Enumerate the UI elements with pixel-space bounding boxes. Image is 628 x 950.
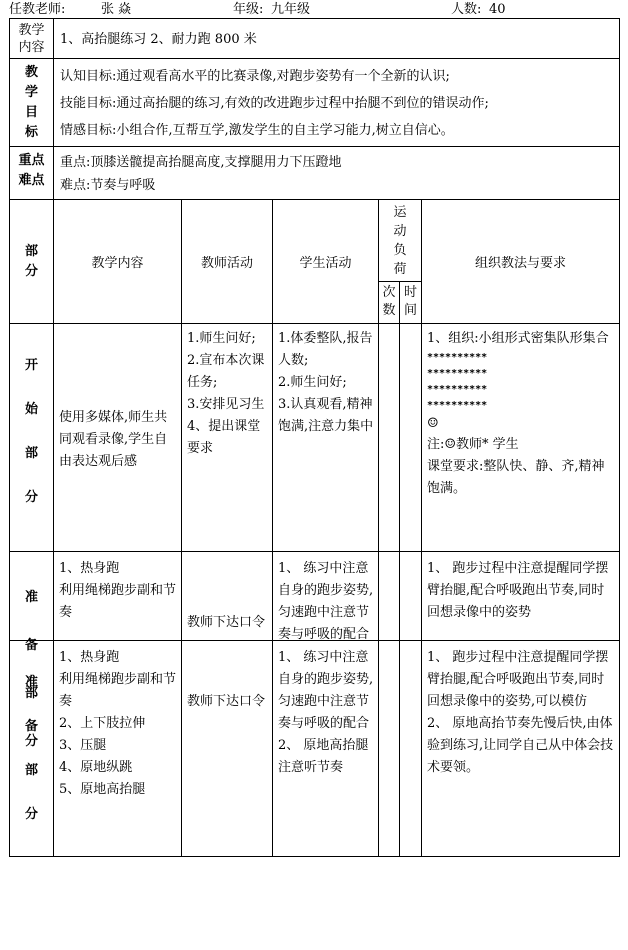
count-label: 人数: — [451, 2, 482, 17]
prep-part-label-clipped: 准备部分 — [10, 552, 54, 641]
col-load: 运动负荷 — [379, 200, 422, 282]
prep-student-activity: 1、 练习中注意自身的跑步姿势,匀速跑中注意节奏与呼吸的配合 2、 原地高抬腿注意听节奏 — [273, 641, 379, 857]
content-text: 1、高抬腿练习 2、耐力跑 800 米 — [54, 19, 620, 59]
start-duration — [400, 324, 422, 552]
col-method: 组织教法与要求 — [422, 200, 620, 324]
prep-section-row — [10, 641, 620, 857]
prep-duration-clipped — [400, 552, 422, 641]
lesson-plan-table — [9, 18, 620, 857]
goals-label: 教学目标 — [10, 59, 54, 147]
start-content: 使用多媒体,师生共同观看录像,学生自由表达观后感 — [54, 324, 182, 552]
goals-row — [10, 59, 620, 147]
column-header-row — [10, 200, 620, 282]
student-formation: ********** ********** ********** ********** — [427, 352, 488, 411]
document-header — [9, 2, 619, 18]
goals-text — [54, 59, 620, 147]
teacher-mark-icon: ☺ — [427, 416, 439, 431]
teacher-label: 任教老师: — [9, 2, 66, 17]
start-section-row — [10, 324, 620, 552]
prep-part-label: 准备部分 — [10, 641, 54, 857]
key-points-row — [10, 147, 620, 200]
grade-label: 年级: — [233, 2, 264, 17]
prep-teacher-activity: 教师下达口令 — [182, 641, 273, 857]
content-row — [10, 19, 620, 59]
prep-student-clipped: 1、 练习中注意自身的跑步姿势,匀速跑中注意节奏与呼吸的配合 — [273, 552, 379, 641]
key-points-label: 重点难点 — [10, 147, 54, 200]
prep-times — [379, 641, 400, 857]
col-times: 次数 — [379, 282, 400, 324]
start-times — [379, 324, 400, 552]
prep-content-clipped: 1、热身跑 利用绳梯跑步副和节奏 — [54, 552, 182, 641]
start-teacher-activity: 1.师生问好; 2.宣布本次课任务; 3.安排见习生 4、提出课堂要求 — [182, 324, 273, 552]
prep-method: 1、 跑步过程中注意提醒同学摆臂抬腿,配合呼吸跑出节奏,同时回想录像中的姿势,可以模仿 2、 原地高抬节奏先慢后快,由体验到练习,让同学自己从中体会技术要领。 — [422, 641, 620, 857]
key-point: 重点:顶膝送髋提高抬腿高度,支撑腿用力下压蹬地 — [60, 155, 342, 170]
grade-value: 九年级 — [271, 2, 311, 17]
prep-content: 1、热身跑 利用绳梯跑步副和节奏 2、上下肢拉伸 3、压腿 4、原地纵跳 5、原地高抬腿 — [54, 641, 182, 857]
difficult-point: 难点:节奏与呼吸 — [60, 178, 156, 193]
start-part-label: 开始部分 — [10, 324, 54, 552]
start-student-activity: 1.体委整队,报告人数; 2.师生问好; 3.认真观看,精神饱满,注意力集中 — [273, 324, 379, 552]
start-method: 1、组织:小组形式密集队形集合 ********** ********** ********** ********** ☺ 注:☺教师* 学生 课堂要求:整队快、静、齐,精神饱满。 — [422, 324, 620, 552]
prep-method-clipped: 1、 跑步过程中注意提醒同学摆臂抬腿,配合呼吸跑出节奏,同时回想录像中的姿势 — [422, 552, 620, 641]
content-label: 教学内容 — [10, 19, 54, 59]
count-value: 40 — [489, 2, 506, 17]
col-student: 学生活动 — [273, 200, 379, 324]
prep-section-row-clipped — [10, 552, 620, 641]
col-teacher: 教师活动 — [182, 200, 273, 324]
prep-duration — [400, 641, 422, 857]
goal-cognitive: 认知目标:通过观看高水平的比赛录像,对跑步姿势有一个全新的认识; — [60, 69, 450, 84]
goal-affective: 情感目标:小组合作,互帮互学,激发学生的自主学习能力,树立自信心。 — [60, 123, 454, 138]
col-part: 部分 — [10, 200, 54, 324]
goal-skill: 技能目标:通过高抬腿的练习,有效的改进跑步过程中抬腿不到位的错误动作; — [60, 96, 489, 111]
teacher-name: 张 焱 — [101, 2, 132, 17]
col-duration: 时间 — [400, 282, 422, 324]
key-points-text — [54, 147, 620, 200]
prep-teacher-clipped: 教师下达口令 — [182, 552, 273, 641]
col-content: 教学内容 — [54, 200, 182, 324]
prep-times-clipped — [379, 552, 400, 641]
